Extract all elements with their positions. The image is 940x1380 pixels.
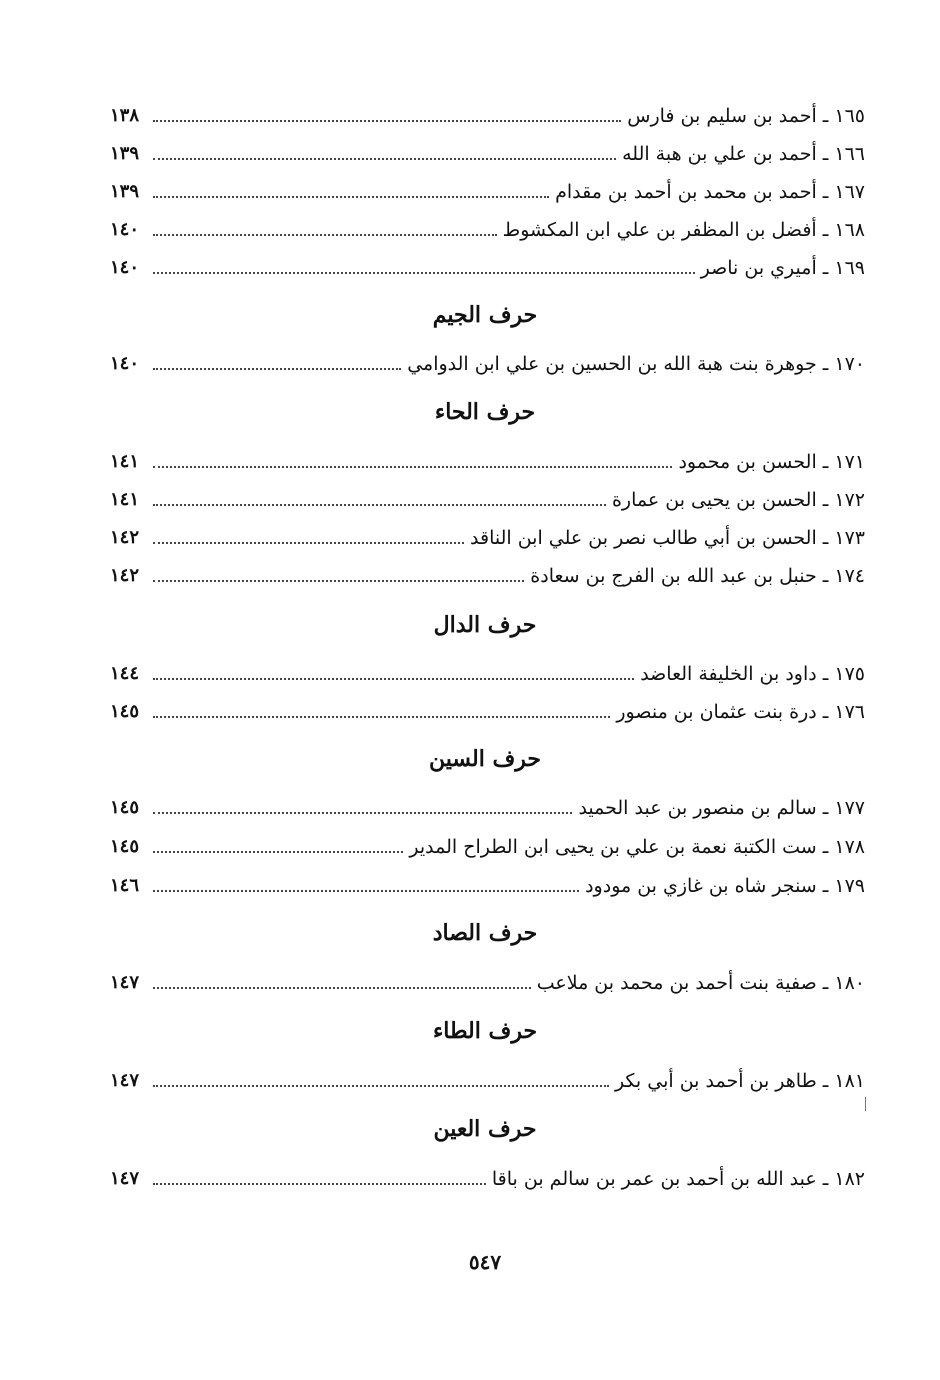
entry-title: ١٧٨ ـ ست الكتبة نعمة بن علي بن يحيى ابن الطراح المدير [409,836,865,858]
entry-title: ١٦٥ ـ أحمد بن سليم بن فارس [627,105,865,127]
index-entry [110,134,865,168]
dot-leader [153,890,579,892]
dot-leader [153,1183,486,1185]
index-entry [110,827,865,861]
entry-page-number: ١٤٥ [110,836,140,857]
entry-title: ١٧٧ ـ سالم بن منصور بن عبد الحميد [578,797,865,819]
entry-page-number: ١٤٠ [110,257,140,278]
index-entry [110,248,865,282]
section-heading-ha: حرف الحاء [434,399,536,425]
entry-title: ١٧٤ ـ حنبل بن عبد الله بن الفرج بن سعادة [530,565,865,587]
index-entry [110,788,865,822]
entry-title: ١٧٣ ـ الحسن بن أبي طالب نصر بن علي ابن الناقد [470,527,865,549]
entry-title: ١٧٢ ـ الحسن بن يحيى بن عمارة [611,489,865,511]
dot-leader [153,234,497,236]
dot-leader [153,1085,609,1087]
entry-page-number: ١٤٢ [110,527,140,548]
section-heading-sin: حرف السين [428,746,542,772]
entry-page-number: ١٤٢ [110,565,140,586]
dot-leader [153,716,610,718]
index-entry [110,518,865,552]
margin-mark [865,1097,866,1111]
index-entry [110,556,865,590]
entry-page-number: ١٣٩ [110,181,140,202]
dot-leader [153,272,695,274]
entry-page-number: ١٤١ [110,489,140,510]
dot-leader [153,158,616,160]
dot-leader [153,196,549,198]
dot-leader [153,580,524,582]
entry-page-number: ١٤٥ [110,797,140,818]
entry-title: ١٧٦ ـ درة بنت عثمان بن منصور [616,701,865,723]
dot-leader [153,466,672,468]
entry-title: ١٧٥ ـ داود بن الخليفة العاضد [640,663,865,685]
entry-page-number: ١٣٩ [110,143,140,164]
index-entry [110,1159,865,1193]
entry-title: ١٧٠ ـ جوهرة بنت هبة الله بن الحسين بن علي ابن الدوامي [407,353,865,375]
index-entry [110,172,865,206]
dot-leader [153,542,464,544]
index-entry [110,866,865,900]
index-entry [110,442,865,476]
entry-page-number: ١٤٠ [110,219,140,240]
entry-page-number: ١٤١ [110,451,140,472]
dot-leader [153,120,621,122]
index-entry [110,963,865,997]
index-entry [110,210,865,244]
entry-title: ١٧٩ ـ سنجر شاه بن غازي بن مودود [585,875,865,897]
dot-leader [153,678,634,680]
entry-page-number: ١٤٤ [110,663,140,684]
index-entry [110,692,865,726]
dot-leader [153,812,572,814]
entry-page-number: ١٤٧ [110,1070,140,1091]
entry-title: ١٧١ ـ الحسن بن محمود [678,451,865,473]
entry-page-number: ١٤٠ [110,353,140,374]
dot-leader [153,368,401,370]
entry-title: ١٦٩ ـ أميري بن ناصر [700,257,865,279]
entry-page-number: ١٤٧ [110,972,140,993]
dot-leader [153,851,403,853]
section-heading-sad: حرف الصاد [432,920,538,946]
section-heading-dal: حرف الدال [433,612,537,638]
page-number: ٥٤٧ [468,1250,502,1274]
entry-page-number: ١٤٥ [110,701,140,722]
entry-title: ١٦٦ ـ أحمد بن علي بن هبة الله [622,143,865,165]
index-entry [110,480,865,514]
index-entry [110,96,865,130]
entry-page-number: ١٣٨ [110,105,140,126]
index-entry [110,1061,865,1095]
index-entry [110,654,865,688]
dot-leader [153,987,531,989]
index-entry [110,344,865,378]
entry-title: ١٨٠ ـ صفية بنت أحمد بن محمد بن ملاعب [536,972,865,994]
dot-leader [153,504,606,506]
entry-title: ١٦٨ ـ أفضل بن المظفر بن علي ابن المكشوط [502,219,865,241]
section-heading-ayn: حرف العين [433,1116,537,1142]
entry-page-number: ١٤٧ [110,1168,140,1189]
entry-title: ١٨١ ـ طاهر بن أحمد بن أبي بكر [614,1070,865,1092]
entry-title: ١٦٧ ـ أحمد بن محمد بن أحمد بن مقدام [555,181,865,203]
entry-title: ١٨٢ ـ عبد الله بن أحمد بن عمر بن سالم بن باقا [491,1168,865,1190]
section-heading-jim: حرف الجيم [432,302,538,328]
entry-page-number: ١٤٦ [110,875,140,896]
section-heading-ta: حرف الطاء [432,1018,538,1044]
